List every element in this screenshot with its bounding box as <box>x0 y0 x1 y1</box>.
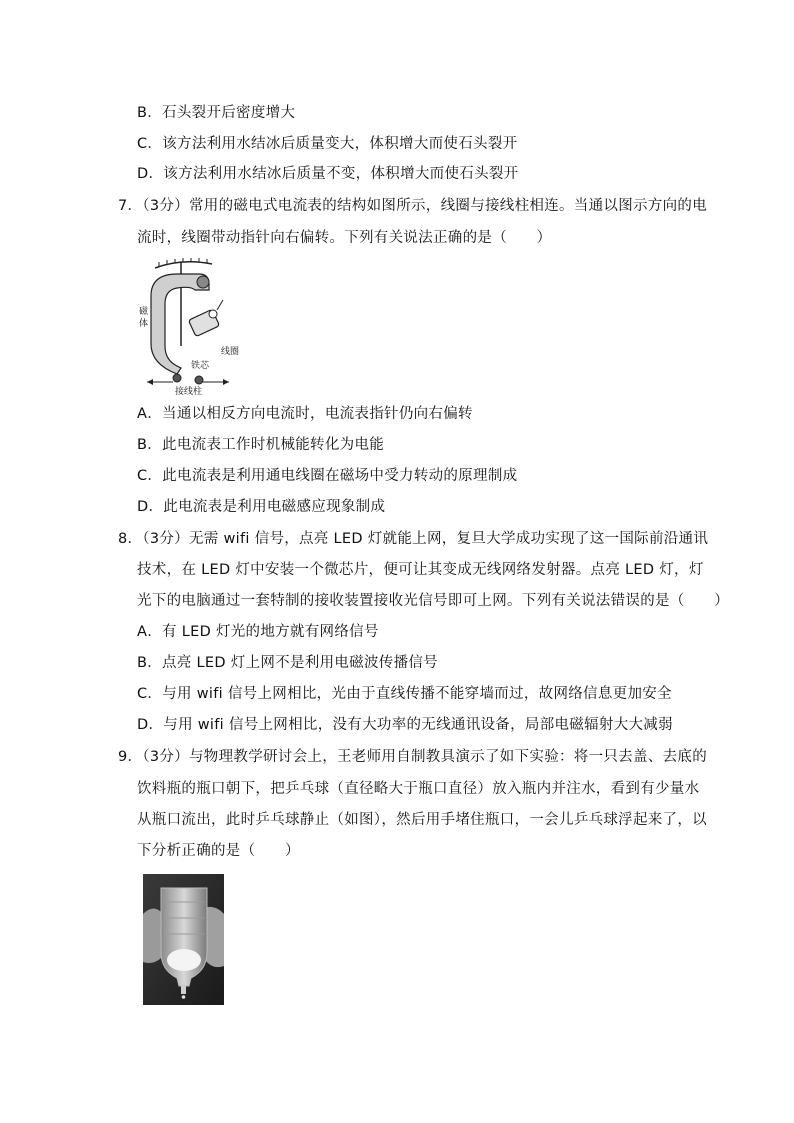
q6-option-c: C．该方法利用水结冰后质量变大，体积增大而使石头裂开 <box>137 136 518 152</box>
bottle-photo <box>143 874 224 1005</box>
magnet-label: 磁 <box>139 307 149 317</box>
q9-stem-line-4: 下分析正确的是（ ） <box>137 843 300 859</box>
q8-option-d: D．与用 wifi 信号上网相比，没有大功率的无线通讯设备，局部电磁辐射大大减弱 <box>137 717 673 733</box>
q9-stem-line-1: 9．（3分）与物理教学研讨会上，王老师用自制教具演示了如下实验：将一只去盖、去底的 <box>118 749 707 765</box>
q8-stem-line-2: 技术，在 LED 灯中安装一个微芯片，便可让其变成无线网络发射器。点亮 LED 灯，灯 <box>137 562 704 578</box>
bottle-ping-pong-photo <box>143 874 224 1005</box>
terminal-label: 接线柱 <box>175 387 203 396</box>
q7-option-c: C．此电流表是利用通电线圈在磁场中受力转动的原理制成 <box>137 468 518 484</box>
q6-option-d: D．该方法利用水结冰后质量不变，体积增大而使石头裂开 <box>137 166 519 182</box>
core-label: 铁芯 <box>191 361 210 371</box>
q7-stem-line-2: 流时，线圈带动指针向右偏转。下列有关说法正确的是（ ） <box>137 230 552 246</box>
coil-label: 线圈 <box>221 347 240 357</box>
q8-option-a: A．有 LED 灯光的地方就有网络信号 <box>137 624 379 640</box>
q7-stem-line-1: 7．（3分）常用的磁电式电流表的结构如图所示，线圈与接线柱相连。当通以图示方向的电 <box>118 198 707 214</box>
q8-option-c: C．与用 wifi 信号上网相比，光由于直线传播不能穿墙而过，故网络信息更加安全 <box>137 686 672 702</box>
q8-stem-line-1: 8．（3分）无需 wifi 信号，点亮 LED 灯就能上网，复旦大学成功实现了这一国际前沿通讯 <box>118 531 709 547</box>
q8-stem-line-3: 光下的电脑通过一套特制的接收装置接收光信号即可上网。下列有关说法错误的是（ ） <box>137 593 729 609</box>
q7-option-b: B．此电流表工作时机械能转化为电能 <box>137 437 385 453</box>
svg-text:体: 体 <box>139 319 149 329</box>
q8-option-b: B．点亮 LED 灯上网不是利用电磁波传播信号 <box>137 655 438 671</box>
galvanometer-diagram <box>137 256 247 396</box>
galvanometer-figure <box>137 256 247 396</box>
q9-stem-line-2: 饮料瓶的瓶口朝下，把乒乓球（直径略大于瓶口直径）放入瓶内并注水，看到有少量水 <box>137 781 700 797</box>
q9-stem-line-3: 从瓶口流出，此时乒乓球静止（如图），然后用手堵住瓶口，一会儿乒乓球浮起来了，以 <box>137 812 707 828</box>
q7-option-d: D．此电流表是利用电磁感应现象制成 <box>137 499 386 515</box>
q6-option-b: B．石头裂开后密度增大 <box>137 105 296 121</box>
q7-option-a: A．当通以相反方向电流时，电流表指针仍向右偏转 <box>137 406 473 422</box>
